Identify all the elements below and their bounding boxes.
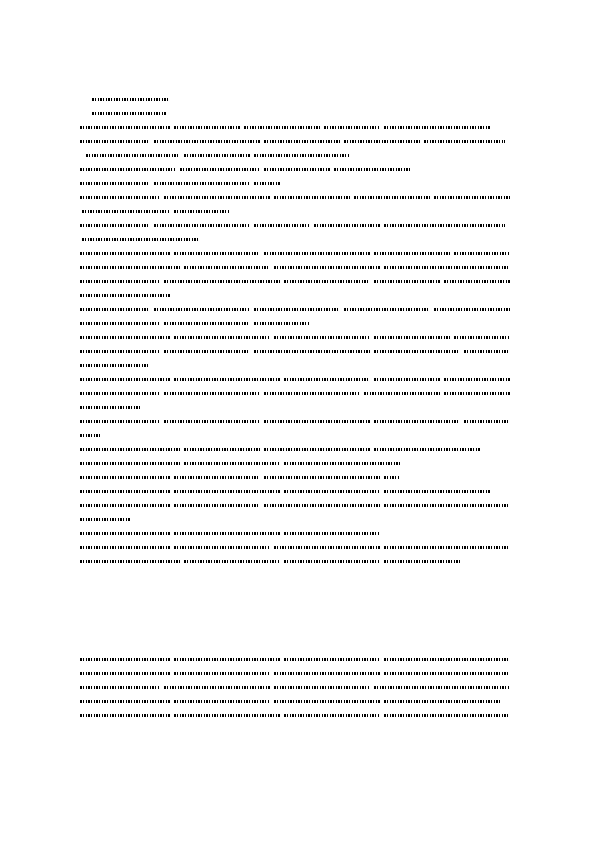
text-word — [314, 224, 380, 227]
text-word — [174, 714, 280, 717]
text-word — [354, 196, 430, 199]
text-word — [264, 168, 330, 171]
text-word — [274, 700, 380, 703]
text-line — [80, 222, 520, 229]
text-line — [80, 96, 520, 103]
text-line — [80, 390, 520, 397]
text-word — [86, 154, 180, 157]
text-line — [80, 250, 520, 257]
text-word — [374, 448, 480, 451]
text-word — [164, 350, 250, 353]
text-word — [284, 532, 380, 535]
text-line — [80, 432, 520, 439]
text-word — [284, 714, 380, 717]
text-line — [80, 530, 520, 537]
text-line — [80, 502, 520, 509]
text-word — [344, 140, 420, 143]
text-word — [374, 252, 450, 255]
text-word — [334, 168, 410, 171]
text-line — [80, 292, 520, 299]
text-word — [184, 266, 270, 269]
text-line — [80, 544, 520, 551]
text-word — [80, 532, 170, 535]
text-word — [174, 210, 230, 213]
text-line — [80, 166, 520, 173]
text-word — [154, 140, 260, 143]
body-text-block — [80, 96, 520, 572]
text-word — [80, 546, 170, 549]
text-word — [384, 700, 500, 703]
text-word — [174, 378, 280, 381]
text-word — [80, 490, 170, 493]
text-word — [344, 308, 430, 311]
text-word — [254, 350, 370, 353]
text-word — [444, 392, 510, 395]
text-line — [80, 418, 520, 425]
text-word — [464, 420, 510, 423]
text-word — [80, 168, 176, 171]
text-word — [384, 266, 510, 269]
text-word — [80, 658, 170, 661]
text-word — [384, 546, 510, 549]
text-word — [184, 462, 280, 465]
text-word — [274, 196, 350, 199]
text-word — [424, 140, 505, 143]
text-word — [364, 392, 440, 395]
text-word — [274, 546, 380, 549]
text-line — [80, 180, 520, 187]
text-word — [80, 672, 170, 675]
text-word — [92, 98, 168, 101]
text-word — [180, 168, 260, 171]
text-word — [80, 196, 160, 199]
text-word — [374, 686, 510, 689]
text-word — [384, 658, 510, 661]
text-word — [384, 490, 490, 493]
text-word — [254, 322, 310, 325]
text-line — [80, 362, 520, 369]
text-word — [384, 714, 510, 717]
text-word — [80, 518, 130, 521]
text-word — [80, 280, 160, 283]
text-word — [284, 280, 370, 283]
text-word — [80, 350, 160, 353]
text-word — [264, 392, 360, 395]
text-word — [374, 336, 450, 339]
text-word — [174, 476, 260, 479]
text-word — [254, 224, 310, 227]
text-line — [80, 376, 520, 383]
text-line — [80, 320, 520, 327]
text-word — [384, 504, 510, 507]
text-word — [274, 336, 370, 339]
text-word — [444, 378, 510, 381]
text-word — [444, 280, 510, 283]
text-word — [80, 336, 170, 339]
text-line — [80, 488, 520, 495]
text-line — [80, 684, 520, 691]
text-line — [80, 278, 520, 285]
text-word — [324, 126, 380, 129]
text-word — [174, 126, 240, 129]
text-word — [80, 140, 150, 143]
text-word — [174, 546, 270, 549]
text-line — [80, 348, 520, 355]
text-line — [80, 264, 520, 271]
text-word — [264, 448, 370, 451]
text-word — [464, 350, 510, 353]
text-word — [374, 378, 440, 381]
text-word — [80, 560, 180, 563]
text-word — [454, 336, 510, 339]
text-line — [80, 334, 520, 341]
text-word — [80, 714, 170, 717]
text-word — [254, 308, 340, 311]
text-word — [80, 476, 170, 479]
text-word — [154, 182, 250, 185]
text-word — [374, 280, 440, 283]
text-word — [384, 560, 460, 563]
text-word — [274, 686, 370, 689]
text-word — [184, 560, 280, 563]
text-word — [80, 504, 170, 507]
text-word — [82, 238, 200, 241]
text-line — [80, 138, 520, 145]
text-word — [80, 252, 170, 255]
text-word — [274, 672, 380, 675]
text-line — [80, 516, 520, 523]
text-word — [174, 700, 270, 703]
text-line — [80, 124, 520, 131]
text-word — [374, 350, 460, 353]
text-word — [284, 560, 380, 563]
text-line — [80, 404, 520, 411]
text-word — [80, 322, 160, 325]
text-line — [80, 152, 520, 159]
text-word — [80, 448, 180, 451]
text-word — [80, 392, 160, 395]
text-word — [384, 672, 510, 675]
text-word — [164, 280, 280, 283]
text-word — [174, 252, 260, 255]
text-word — [244, 126, 320, 129]
text-word — [164, 322, 250, 325]
text-word — [164, 420, 260, 423]
text-word — [80, 420, 160, 423]
text-word — [184, 448, 260, 451]
text-line — [80, 698, 520, 705]
text-word — [174, 336, 270, 339]
text-word — [384, 476, 400, 479]
text-word — [384, 126, 490, 129]
text-line — [80, 670, 520, 677]
text-word — [154, 308, 250, 311]
text-word — [154, 224, 250, 227]
text-word — [434, 196, 510, 199]
text-word — [80, 686, 160, 689]
text-word — [92, 112, 166, 115]
text-line — [80, 306, 520, 313]
text-word — [80, 224, 150, 227]
text-word — [254, 154, 350, 157]
text-line — [80, 656, 520, 663]
text-word — [174, 504, 260, 507]
text-word — [80, 126, 170, 129]
text-word — [174, 672, 270, 675]
text-word — [164, 392, 260, 395]
text-word — [284, 378, 370, 381]
text-word — [80, 294, 170, 297]
text-line — [80, 194, 520, 201]
text-word — [264, 476, 380, 479]
text-word — [264, 420, 370, 423]
text-word — [434, 308, 510, 311]
text-word — [80, 462, 180, 465]
text-word — [254, 182, 280, 185]
text-word — [80, 434, 100, 437]
text-word — [164, 686, 270, 689]
text-word — [174, 658, 280, 661]
text-word — [80, 406, 140, 409]
body-text-block-2 — [80, 656, 520, 726]
text-line — [80, 712, 520, 719]
text-word — [82, 210, 170, 213]
text-word — [374, 420, 460, 423]
text-word — [174, 490, 280, 493]
text-line — [80, 558, 520, 565]
text-word — [80, 378, 170, 381]
text-line — [80, 446, 520, 453]
text-word — [264, 252, 370, 255]
text-word — [284, 490, 380, 493]
text-word — [174, 532, 280, 535]
text-word — [80, 364, 150, 367]
text-word — [80, 700, 170, 703]
text-line — [80, 460, 520, 467]
text-word — [80, 182, 150, 185]
text-word — [264, 140, 340, 143]
text-word — [80, 308, 150, 311]
text-word — [284, 658, 380, 661]
text-word — [80, 266, 180, 269]
text-line — [80, 208, 520, 215]
text-line — [80, 110, 520, 117]
text-word — [184, 154, 250, 157]
text-word — [264, 504, 380, 507]
text-word — [454, 252, 510, 255]
text-word — [164, 196, 270, 199]
text-word — [284, 462, 400, 465]
text-word — [384, 224, 505, 227]
text-word — [274, 266, 380, 269]
text-line — [80, 474, 520, 481]
text-line — [80, 236, 520, 243]
